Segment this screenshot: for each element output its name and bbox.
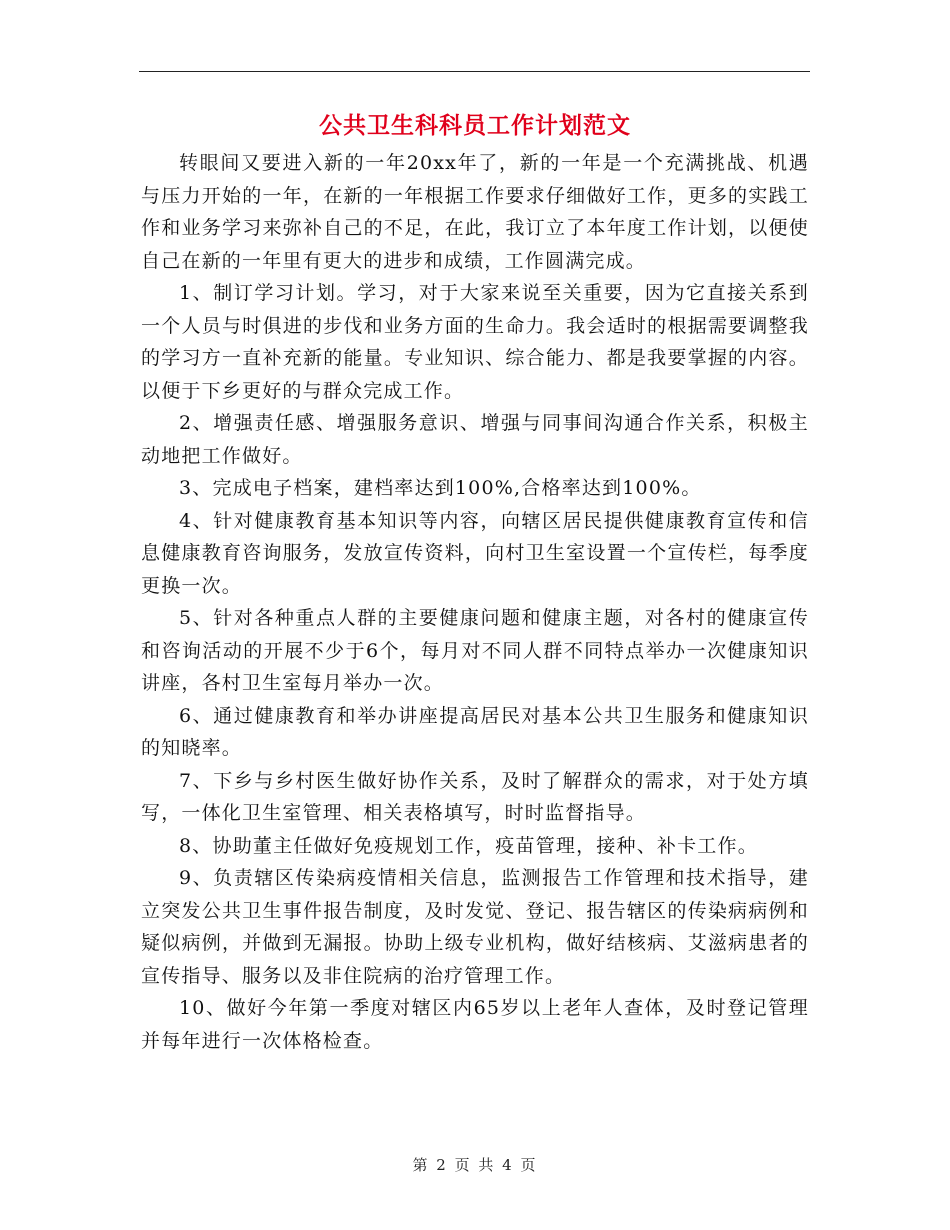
document-body bbox=[141, 147, 809, 1057]
paragraph-item-10: 10、做好今年第一季度对辖区内65岁以上老年人查体，及时登记管理并每年进行一次体格检查。 bbox=[141, 997, 809, 1052]
page-number: 第 2 页 共 4 页 bbox=[412, 1156, 538, 1174]
paragraph-item-6: 6、通过健康教育和举办讲座提高居民对基本公共卫生服务和健康知识的知晓率。 bbox=[141, 704, 809, 759]
paragraph-intro: 转眼间又要进入新的一年20xx年了，新的一年是一个充满挑战、机遇与压力开始的一年，在新的一年根据工作要求仔细做好工作，更多的实践工作和业务学习来弥补自己的不足，在此，我订立了本年度工作计划，以便使自己在新的一年里有更大的进步和成绩，工作圆满完成。 bbox=[141, 152, 809, 272]
paragraph-item-3: 3、完成电子档案，建档率达到100%,合格率达到100%。 bbox=[179, 477, 702, 499]
paragraph-item-1: 1、制订学习计划。学习，对于大家来说至关重要，因为它直接关系到一个人员与时俱进的步伐和业务方面的生命力。我会适时的根据需要调整我的学习方一直补充新的能量。专业知识、综合能力、都是我要掌握的内容。以便于下乡更好的与群众完成工作。 bbox=[141, 282, 809, 402]
paragraph-item-7: 7、下乡与乡村医生做好协作关系，及时了解群众的需求，对于处方填写，一体化卫生室管理、相关表格填写，时时监督指导。 bbox=[141, 769, 809, 824]
header-rule bbox=[139, 71, 810, 72]
paragraph-item-5: 5、针对各种重点人群的主要健康问题和健康主题，对各村的健康宣传和咨询活动的开展不少于6个，每月对不同人群不同特点举办一次健康知识讲座，各村卫生室每月举办一次。 bbox=[141, 607, 809, 694]
paragraph-item-8: 8、协助董主任做好免疫规划工作，疫苗管理，接种、补卡工作。 bbox=[179, 834, 758, 857]
paragraph-item-4: 4、针对健康教育基本知识等内容，向辖区居民提供健康教育宣传和信息健康教育咨询服务，发放宣传资料，向村卫生室设置一个宣传栏，每季度更换一次。 bbox=[141, 509, 809, 597]
paragraph-item-2: 2、增强责任感、增强服务意识、增强与同事间沟通合作关系，积极主动地把工作做好。 bbox=[141, 412, 809, 467]
document-title: 公共卫生科科员工作计划范文 bbox=[319, 112, 631, 139]
paragraph-item-9: 9、负责辖区传染病疫情相关信息，监测报告工作管理和技术指导，建立突发公共卫生事件报告制度，及时发觉、登记、报告辖区的传染病病例和疑似病例，并做到无漏报。协助上级专业机构，做好结核病、艾滋病患者的宣传指导、服务以及非住院病的治疗管理工作。 bbox=[141, 867, 809, 987]
